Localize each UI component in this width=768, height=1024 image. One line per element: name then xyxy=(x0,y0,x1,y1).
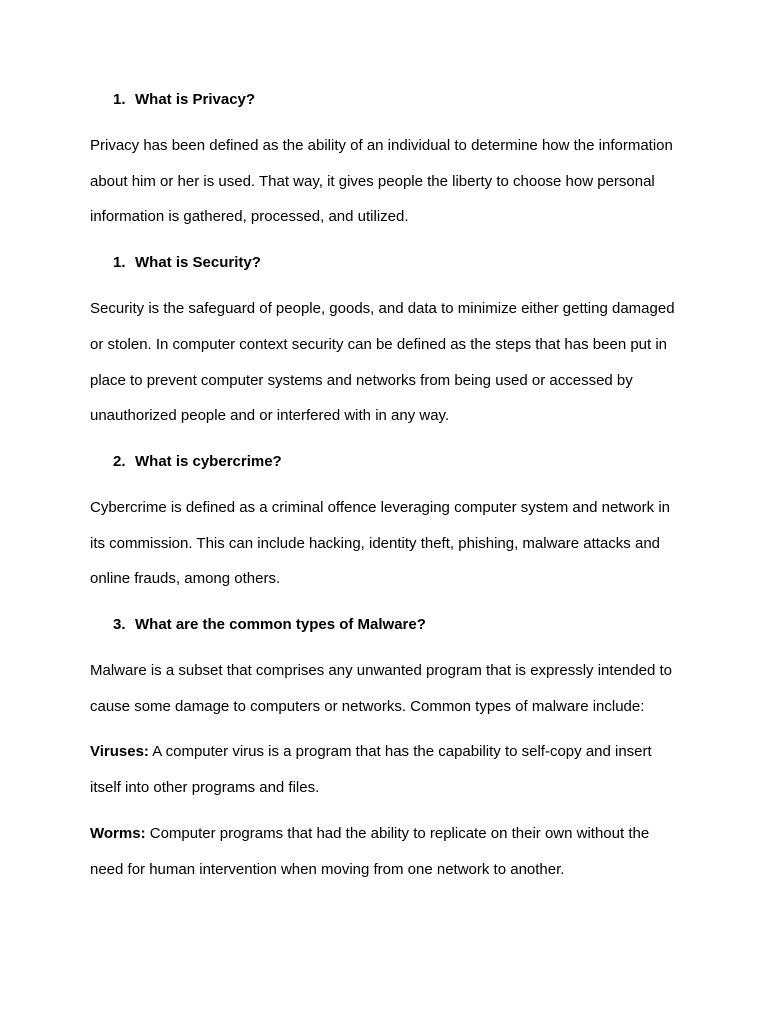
section-number: 1. xyxy=(113,254,126,272)
section-paragraph-privacy: Privacy has been defined as the ability of an individual to determine how the information about him or her is used. That way, it gives people the liberty to choose how personal information is gathered, processed, and utilized. xyxy=(90,137,673,226)
malware-description: A computer virus is a program that has the capability to self-copy and insert itself into other programs and files. xyxy=(90,743,652,797)
section-paragraph-cybercrime: Cybercrime is defined as a criminal offence leveraging computer system and network in its commission. This can include hacking, identity theft, phishing, malware attacks and online frauds, among others. xyxy=(90,498,670,588)
section-paragraph-security: Security is the safeguard of people, goods, and data to minimize either getting damaged or stolen. In computer context security can be defined as the steps that has been put in place to prevent computer systems and networks from being used or accessed by unauthorized people and or interfered with in any way. xyxy=(90,300,675,425)
malware-type-worms xyxy=(90,816,682,887)
section-heading-cybercrime xyxy=(113,444,678,480)
malware-term: Viruses: xyxy=(90,743,149,761)
section-number: 3. xyxy=(113,616,126,634)
section-number: 2. xyxy=(113,452,126,470)
section-paragraph-malware: Malware is a subset that comprises any unwanted program that is expressly intended to cause some damage to computers or networks. Common types of malware include: xyxy=(90,662,672,715)
section-heading-privacy xyxy=(113,82,678,118)
section-title: What is Security? xyxy=(135,254,261,272)
malware-description: Computer programs that had the ability to replicate on their own without the need for human intervention when moving from one network to another. xyxy=(90,824,650,878)
section-title: What are the common types of Malware? xyxy=(135,616,426,634)
malware-type-viruses xyxy=(90,734,682,805)
section-title: What is cybercrime? xyxy=(135,452,282,470)
section-heading-security xyxy=(113,245,678,281)
section-number: 1. xyxy=(113,91,126,108)
section-heading-malware xyxy=(113,607,678,643)
section-title: What is Privacy? xyxy=(135,91,256,108)
malware-term: Worms: xyxy=(90,824,146,842)
